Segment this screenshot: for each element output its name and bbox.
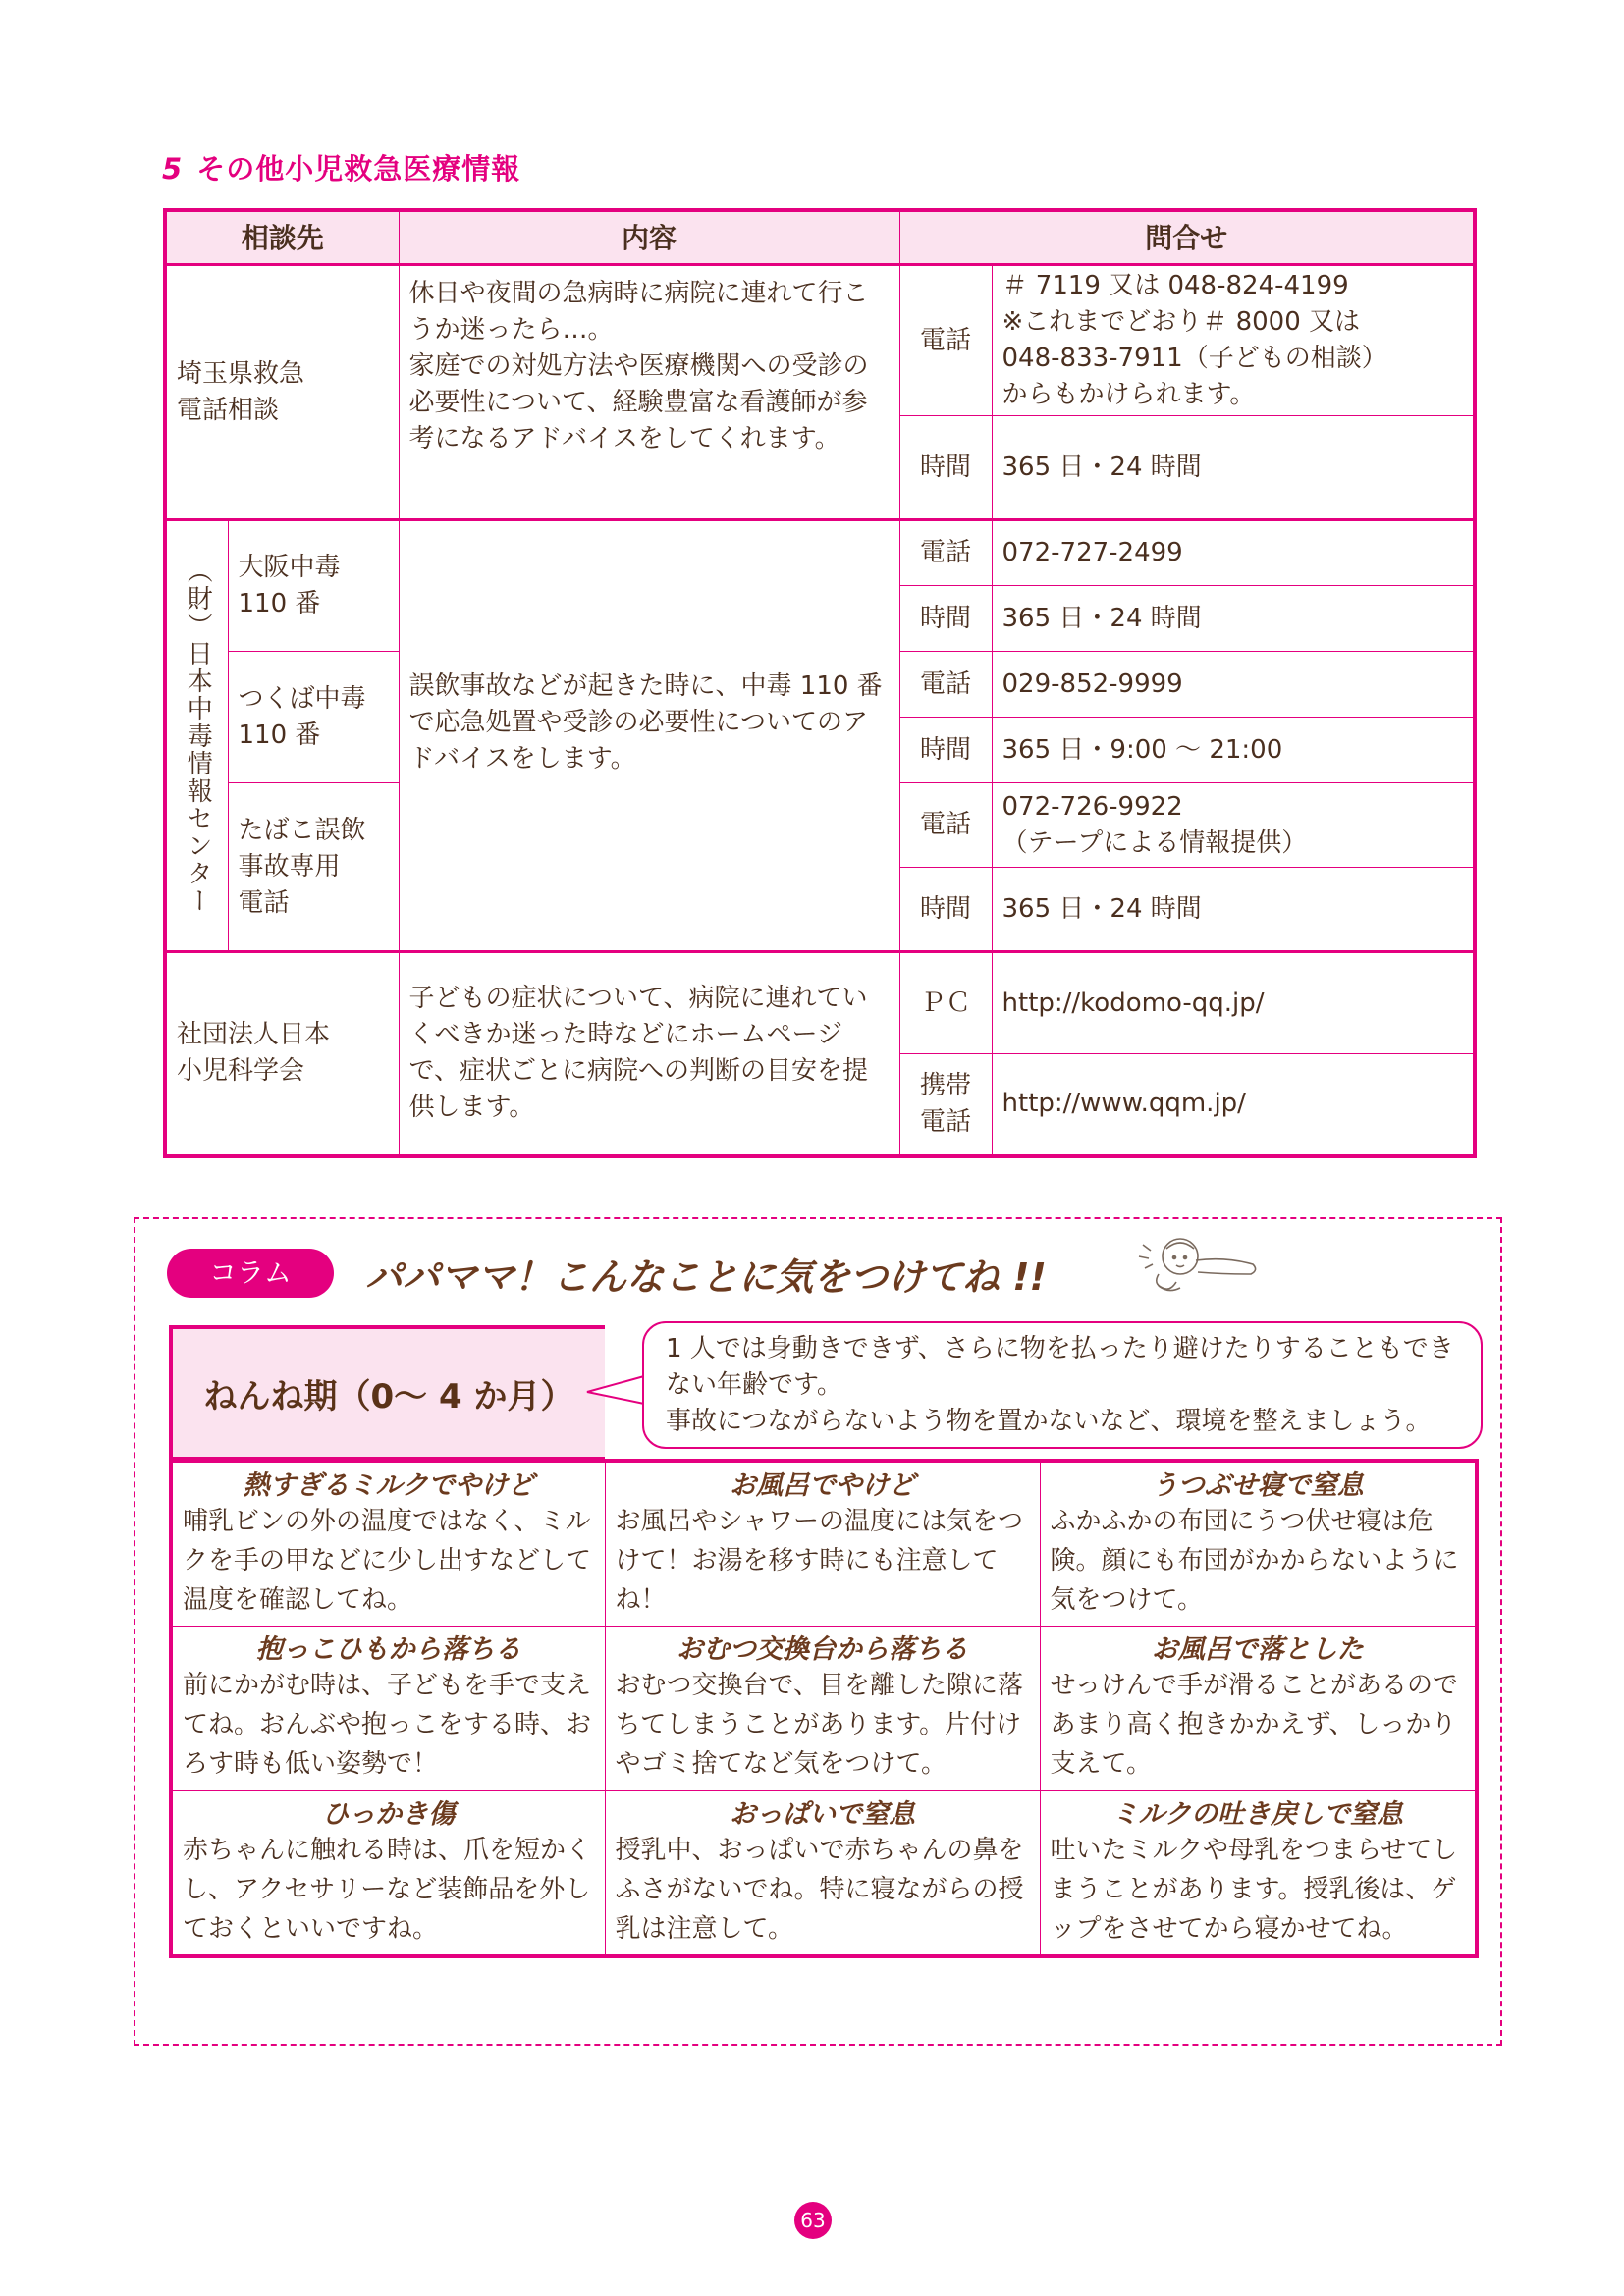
tip-body: おむつ交換台で、目を離した隙に落ちてしまうことがあります。片付けやゴミ捨てなど気をつけて。 <box>615 1671 1023 1779</box>
osaka-tel-label: 電話 <box>899 520 992 586</box>
tip-cell <box>1040 1791 1477 1957</box>
pc-label: ＰＣ <box>899 952 992 1054</box>
tip-body: 授乳中、おっぱいで赤ちゃんの鼻をふさがないでね。特に寝ながらの授乳は注意して。 <box>615 1836 1024 1944</box>
table-row <box>171 1791 1477 1957</box>
page-number: 63 <box>794 2202 832 2239</box>
tip-body: 吐いたミルクや母乳をつまらせてしまうことがあります。授乳後は、ゲップをさせてから寝かせてね。 <box>1050 1836 1458 1944</box>
tip-body: ふかふかの布団にうつ伏せ寝は危険。顔にも布団がかからないように気をつけて。 <box>1050 1507 1459 1615</box>
osaka-time: 365 日・24 時間 <box>992 586 1475 652</box>
tip-title: おむつ交換台から落ちる <box>677 1634 968 1665</box>
saitama-tel-value: ＃ 7119 又は 048-824-4199 ※これまでどおり＃ 8000 又は 048-833-7911（子どもの相談） からもかけられます。 <box>992 265 1475 416</box>
table-row <box>171 1461 1477 1627</box>
tsukuba-tel: 029-852-9999 <box>992 652 1475 718</box>
tobacco-tel: 072-726-9922 （テープによる情報提供） <box>992 783 1475 868</box>
saitama-tel-label: 電話 <box>899 265 992 416</box>
tip-title: おっぱいで窒息 <box>730 1799 915 1830</box>
section-title <box>162 147 520 187</box>
mobile-url-link[interactable]: http://www.qqm.jp/ <box>992 1054 1475 1156</box>
tip-body: 赤ちゃんに触れる時は、爪を短かくし、アクセサリーなど装飾品を外しておくといいですね。 <box>183 1836 592 1944</box>
tip-title: ミルクの吐き戻しで窒息 <box>1111 1799 1403 1830</box>
tip-cell <box>171 1627 605 1791</box>
header-contact: 問合せ <box>899 210 1475 265</box>
tobacco-name: たばこ誤飲 事故専用 電話 <box>228 783 399 952</box>
osaka-tel: 072-727-2499 <box>992 520 1475 586</box>
tip-title: お風呂でやけど <box>730 1470 915 1501</box>
tip-cell <box>171 1791 605 1957</box>
section-heading: その他小児救急医療情報 <box>196 152 521 186</box>
pediatrics-content: 子どもの症状について、病院に連れていくべきか迷った時などにホームページで、症状ごとに病院への判断の目安を提供します。 <box>399 952 899 1156</box>
table-row <box>165 265 1475 416</box>
tip-cell <box>605 1461 1040 1627</box>
header-content: 内容 <box>399 210 899 265</box>
tsukuba-name: つくば中毒 110 番 <box>228 652 399 783</box>
tsukuba-time: 365 日・9:00 ～ 21:00 <box>992 718 1475 783</box>
table-row <box>165 520 1475 586</box>
tobacco-time: 365 日・24 時間 <box>992 868 1475 952</box>
tip-title: 熱すぎるミルクでやけど <box>243 1470 534 1501</box>
tip-title: うつぶせ寝で窒息 <box>1151 1470 1364 1501</box>
column-title: パパママ！こんなことに気をつけてね !! <box>365 1255 1047 1299</box>
tsukuba-tel-label: 電話 <box>899 652 992 718</box>
saitama-content: 休日や夜間の急病時に病院に連れて行こうか迷ったら…。 家庭での対処方法や医療機関への受診の必要性について、経験豊富な看護師が参考になるアドバイスをしてくれます。 <box>399 265 899 520</box>
speech-bubble: 1 人では身動きできず、さらに物を払ったり避けたりすることもできない年齢です。 事故につながらないよう物を置かないなど、環境を整えましょう。 <box>642 1321 1483 1449</box>
tip-body: お風呂やシャワーの温度には気をつけて！お湯を移す時にも注意してね！ <box>615 1507 1023 1615</box>
tip-title: 抱っこひもから落ちる <box>255 1634 521 1665</box>
table-row <box>171 1627 1477 1791</box>
section-number: 5 <box>162 152 184 186</box>
tip-body: 哺乳ビンの外の温度ではなく、ミルクを手の甲などに少し出すなどして温度を確認してね。 <box>183 1507 592 1615</box>
tip-cell <box>605 1627 1040 1791</box>
poison-center-org: （財）日本中毒情報センター <box>165 520 228 952</box>
baby-illustration-icon <box>1119 1227 1276 1306</box>
table-header-row <box>165 210 1475 265</box>
pc-url-link[interactable]: http://kodomo-qq.jp/ <box>992 952 1475 1054</box>
header-consult: 相談先 <box>165 210 399 265</box>
poison-content: 誤飲事故などが起きた時に、中毒 110 番で応急処置や受診の必要性についてのアドバイスをします。 <box>399 520 899 952</box>
tip-cell <box>1040 1627 1477 1791</box>
tsukuba-time-label: 時間 <box>899 718 992 783</box>
tobacco-tel-label: 電話 <box>899 783 992 868</box>
tip-body: せっけんで手が滑ることがあるのであまり高く抱きかかえず、しっかり支えて。 <box>1050 1671 1458 1779</box>
tobacco-time-label: 時間 <box>899 868 992 952</box>
osaka-name: 大阪中毒 110 番 <box>228 520 399 652</box>
tip-cell <box>605 1791 1040 1957</box>
tips-table <box>169 1459 1479 1958</box>
table-row <box>165 952 1475 1054</box>
mobile-label: 携帯 電話 <box>899 1054 992 1156</box>
tip-title: ひっかき傷 <box>322 1799 456 1830</box>
tip-body: 前にかがむ時は、子どもを手で支えてね。おんぶや抱っこをする時、おろす時も低い姿勢で！ <box>183 1671 592 1779</box>
tip-cell <box>171 1461 605 1627</box>
age-label-box: ねんね期（0～ 4 か月） <box>169 1325 605 1461</box>
pediatrics-name: 社団法人日本 小児科学会 <box>165 952 399 1156</box>
saitama-time-value: 365 日・24 時間 <box>992 416 1475 520</box>
osaka-time-label: 時間 <box>899 586 992 652</box>
tip-cell <box>1040 1461 1477 1627</box>
saitama-name: 埼玉県救急 電話相談 <box>165 265 399 520</box>
speech-bubble-tail-icon <box>585 1370 646 1410</box>
emergency-info-table <box>163 208 1477 1158</box>
saitama-time-label: 時間 <box>899 416 992 520</box>
column-badge: コラム <box>167 1249 334 1298</box>
tip-title: お風呂で落とした <box>1151 1634 1364 1665</box>
